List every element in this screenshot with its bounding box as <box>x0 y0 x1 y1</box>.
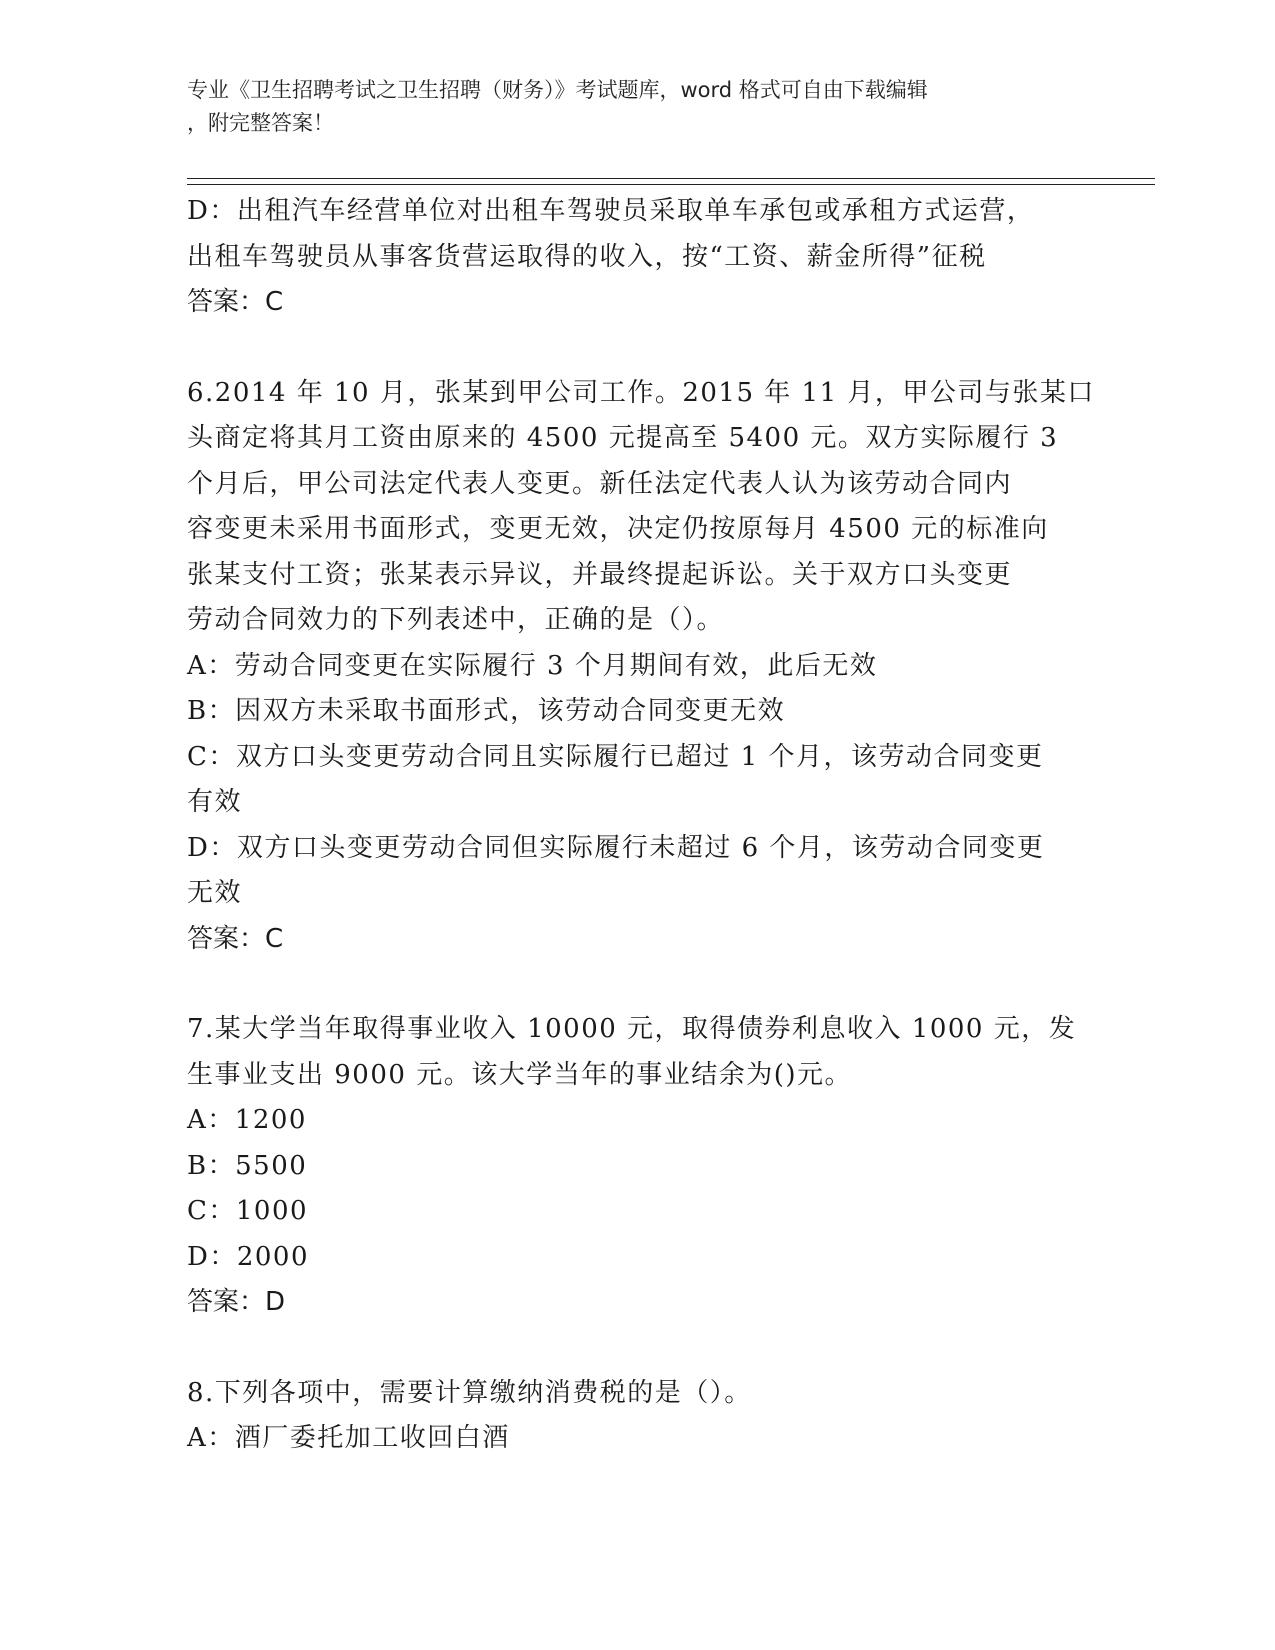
question-content <box>187 189 1095 1462</box>
q6-answer: 答案：C <box>187 923 284 954</box>
q6-stem-line: 容变更未采用书面形式，变更无效，决定仍按原每月 4500 元的标准向 <box>187 514 1049 544</box>
q7-option-d: D：2000 <box>187 1241 310 1272</box>
q6-stem-line: 头商定将其月工资由原来的 4500 元提高至 5400 元。双方实际履行 3 <box>187 423 1059 453</box>
header-line-2: ，附完整答案！ <box>187 111 334 135</box>
q8-stem: 8.下列各项中，需要计算缴纳消费税的是（）。 <box>187 1377 752 1408</box>
header-rule-bottom <box>187 184 1155 185</box>
q6-option-c-line-1: C：双方口头变更劳动合同且实际履行已超过 1 个月，该劳动合同变更 <box>187 741 1044 772</box>
q6-option-c-line-2: 有效 <box>187 787 243 817</box>
spacer <box>187 326 1077 371</box>
q5-option-d-line-2: 出租车驾驶员从事客货营运取得的收入，按“工资、薪金所得”征税 <box>187 241 987 272</box>
spacer <box>187 962 1077 1007</box>
q7-option-c: C：1000 <box>187 1196 309 1226</box>
q5-option-d-line-1: D：出租汽车经营单位对出租车驾驶员采取单车承包或承租方式运营， <box>187 196 1035 226</box>
q6-stem-line: 张某支付工资；张某表示异议，并最终提起诉讼。关于双方口头变更 <box>187 559 1013 590</box>
document-header <box>187 74 1067 140</box>
header-line-1: 专业《卫生招聘考试之卫生招聘（财务）》考试题库，word 格式可自由下载编辑 <box>187 78 928 102</box>
spacer <box>187 1326 1077 1371</box>
q7-stem-line: 7.某大学当年取得事业收入 10000 元，取得债券利息收入 1000 元，发 <box>187 1014 1077 1044</box>
q6-option-a: A：劳动合同变更在实际履行 3 个月期间有效，此后无效 <box>187 650 878 681</box>
q7-stem-line: 生事业支出 9000 元。该大学当年的事业结余为()元。 <box>187 1059 852 1090</box>
q6-option-d-line-1: D：双方口头变更劳动合同但实际履行未超过 6 个月，该劳动合同变更 <box>187 832 1045 863</box>
q5-answer: 答案：C <box>187 287 284 317</box>
q6-option-d-line-2: 无效 <box>187 878 243 908</box>
q7-answer: 答案：D <box>187 1287 286 1317</box>
header-rule-top <box>187 178 1155 179</box>
q6-option-b: B：因双方未采取书面形式，该劳动合同变更无效 <box>187 696 786 726</box>
q6-stem-line: 劳动合同效力的下列表述中，正确的是（）。 <box>187 605 725 635</box>
q7-option-a: A：1200 <box>187 1105 307 1135</box>
q6-stem-line: 个月后，甲公司法定代表人变更。新任法定代表人认为该劳动合同内 <box>187 468 1013 499</box>
q7-option-b: B：5500 <box>187 1150 308 1181</box>
q6-stem-line: 6.2014 年 10 月，张某到甲公司工作。2015 年 11 月，甲公司与张某口 <box>187 377 1095 408</box>
q8-option-a: A：酒厂委托加工收回白酒 <box>187 1423 510 1453</box>
